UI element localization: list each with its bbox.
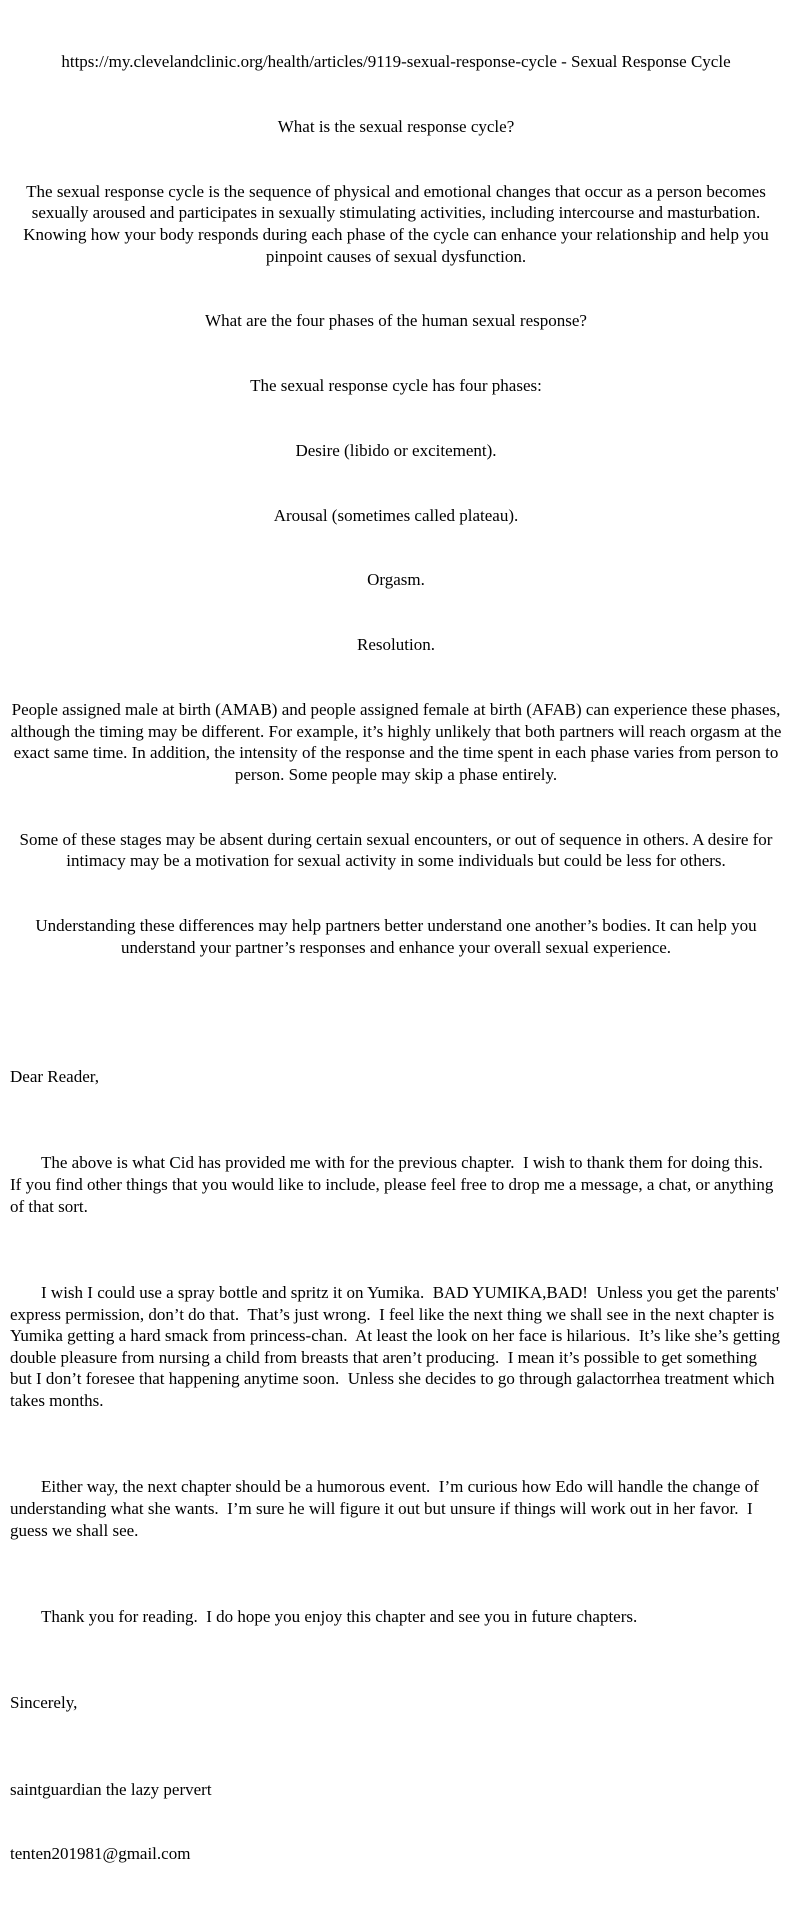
phase-item-orgasm: Orgasm. — [367, 570, 425, 590]
signature-name: saintguardian the lazy pervert — [10, 1779, 212, 1799]
letter-paragraph-4: Thank you for reading. I do hope you enjoy this chapter and see you in future chapters. — [41, 1606, 638, 1626]
article-source-line: https://my.clevelandclinic.org/health/articles/9119-sexual-response-cycle - Sexual Response Cycle — [61, 52, 731, 72]
phase-item-resolution: Resolution. — [357, 635, 435, 655]
article-stages-paragraph: Some of these stages may be absent during certain sexual encounters, or out of sequence in others. A desire for intimacy may be a motivation for sexual activity in some individuals but could be less for others. — [19, 829, 777, 871]
article-understanding-paragraph: Understanding these differences may help partners better understand one another’s bodies. It can help you understand your partner’s responses and enhance your overall sexual experience. — [35, 915, 761, 957]
letter-closing: Sincerely, — [10, 1693, 78, 1713]
letter-paragraph-2: I wish I could use a spray bottle and spritz it on Yumika. BAD YUMIKA,BAD! Unless you get the parents' express permission, don’t do that. That’s just wrong. I feel like the next thing we shall see in the next chapter is Yumika getting a hard smack from princess-chan. At least the look on her face is hilarious. It’s like she’s getting double pleasure from nursing a child from breasts that aren’t producing. I mean it’s possible to get something but I don’t foresee that happening anytime soon. Unless she decides to go through galactorrhea treatment which takes months. — [10, 1283, 785, 1410]
article-timing-paragraph: People assigned male at birth (AMAB) and people assigned female at birth (AFAB) can experience these phases, although the timing may be different. For example, it’s highly unlikely that both partners will reach orgasm at the exact same time. In addition, the intensity of the response and the time spent in each phase varies from person to person. Some people may skip a phase entirely. — [10, 700, 786, 784]
author-letter — [10, 1023, 785, 1908]
letter-paragraph-1: The above is what Cid has provided me with for the previous chapter. I wish to thank them for doing this. If you find other things that you would like to include, please feel free to drop me a message, a chat, or anything of that sort. — [10, 1153, 778, 1216]
article-heading-four-phases: What are the four phases of the human sexual response? — [205, 311, 587, 331]
article-intro-paragraph: The sexual response cycle is the sequence of physical and emotional changes that occur as a person becomes sexually aroused and participates in sexually stimulating activities, including intercourse and masturbation. Knowing how your body responds during each phase of the cycle can enhance your relationship and help you pinpoint causes of sexual dysfunction. — [23, 181, 773, 266]
letter-paragraph-3: Either way, the next chapter should be a humorous event. I’m curious how Edo will handle the change of understanding what she wants. I’m sure he will figure it out but unsure if things will work out in her favor. I guess we shall see. — [10, 1477, 764, 1540]
article-phases-intro: The sexual response cycle has four phases: — [250, 376, 542, 396]
phase-item-arousal: Arousal (sometimes called plateau). — [273, 505, 519, 525]
letter-salutation: Dear Reader, — [10, 1067, 99, 1087]
signature-email: tenten201981@gmail.com — [10, 1844, 191, 1864]
quoted-article-block — [10, 8, 786, 1001]
phase-item-desire: Desire (libido or excitement). — [295, 440, 497, 460]
article-heading-what-is: What is the sexual response cycle? — [277, 116, 515, 136]
